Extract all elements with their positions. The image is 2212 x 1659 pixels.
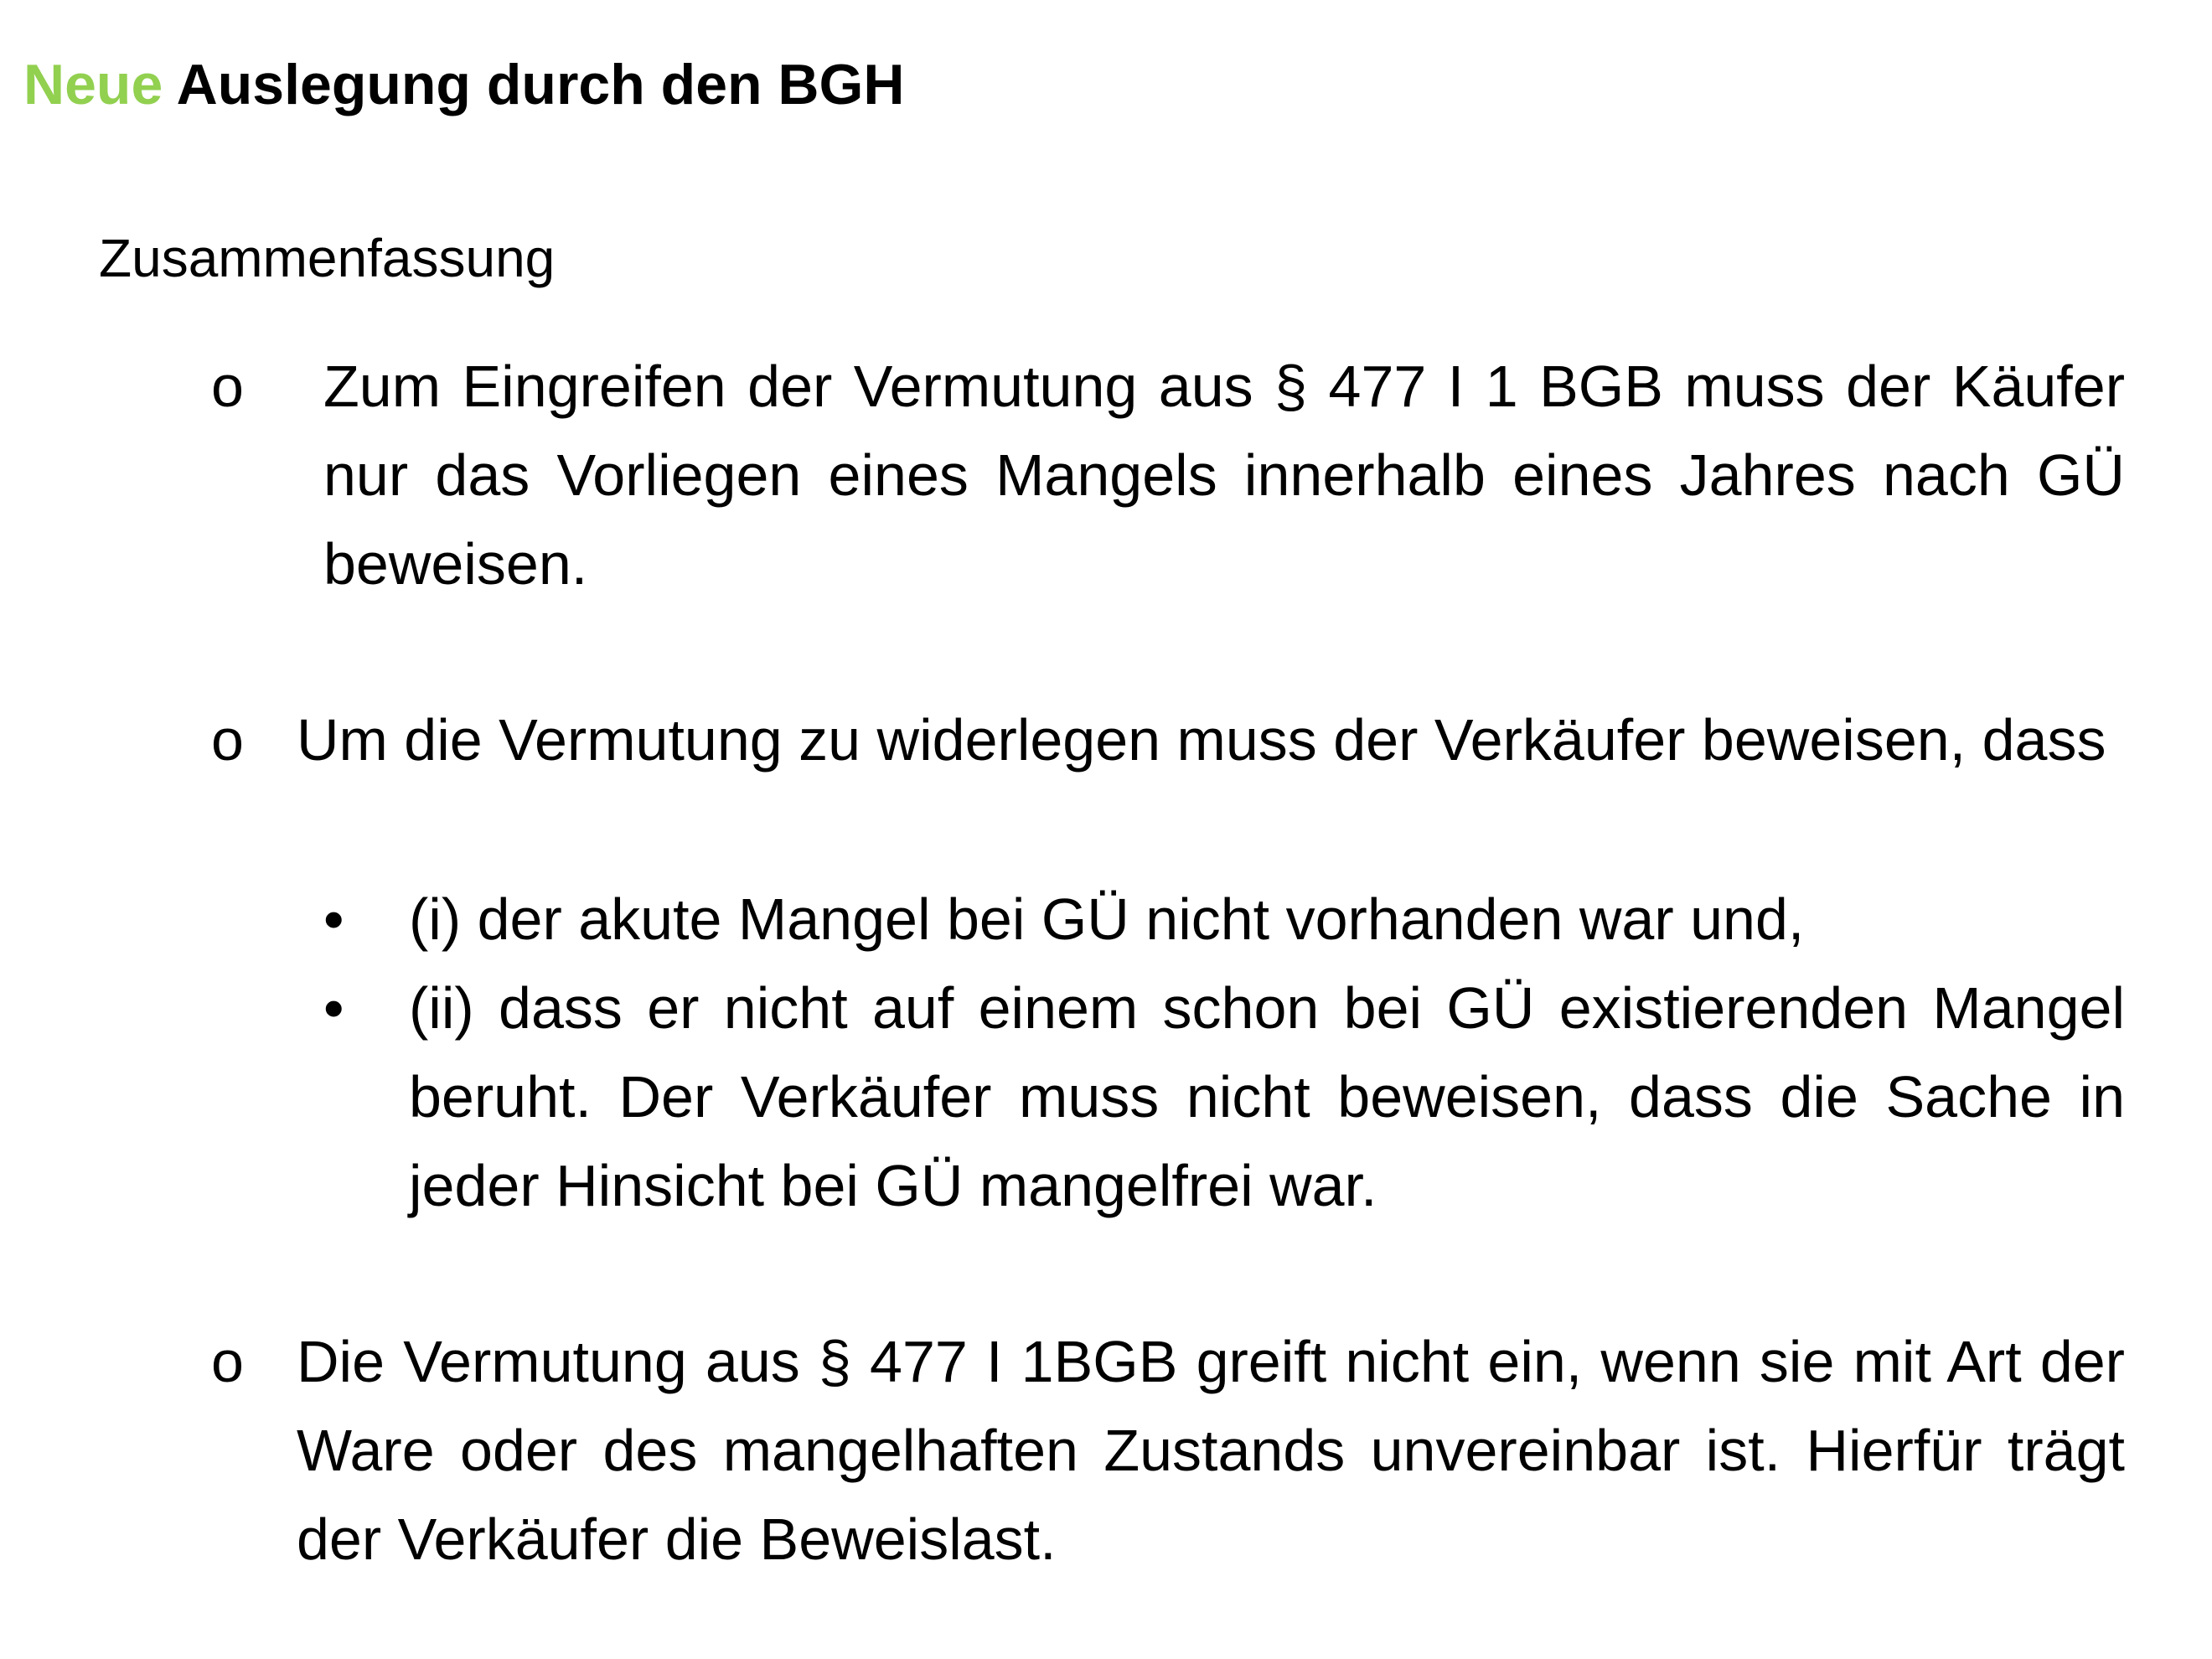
- sub-bullet-marker-1: •: [323, 886, 344, 952]
- sub-bullet-2-text: (ii) dass er nicht auf einem schon bei GÜ existierenden Mangel beruht. Der Verkäufer muss nicht beweisen, dass die Sache in jeder Hinsicht bei GÜ mangelfrei war.: [409, 975, 2125, 1218]
- list-marker-3: o: [211, 1329, 244, 1394]
- title-accent-word: Neue: [23, 53, 163, 116]
- sub-bullet-marker-2: •: [323, 975, 344, 1041]
- list-item-3-text: Die Vermutung aus § 477 I 1BGB greift nicht ein, wenn sie mit Art der Ware oder des mangelhaften Zustands unvereinbar ist. Hierfür trägt der Verkäufer die Beweislast.: [297, 1329, 2125, 1572]
- sub-bullet-1-text: (i) der akute Mangel bei GÜ nicht vorhanden war und,: [409, 886, 1805, 952]
- list-item-2-text: Um die Vermutung zu widerlegen muss der Verkäufer beweisen, dass: [297, 707, 2106, 773]
- title-rest: Auslegung durch den BGH: [163, 53, 905, 116]
- list-marker-2: o: [211, 707, 244, 773]
- section-subtitle: Zusammenfassung: [99, 228, 556, 288]
- slide-title: [23, 49, 905, 121]
- list-item-1-text: Zum Eingreifen der Vermutung aus § 477 I 1 BGB muss der Käufer nur das Vorliegen eines Mangels innerhalb eines Jahres nach GÜ beweisen.: [323, 354, 2125, 597]
- list-marker-1: o: [211, 354, 244, 419]
